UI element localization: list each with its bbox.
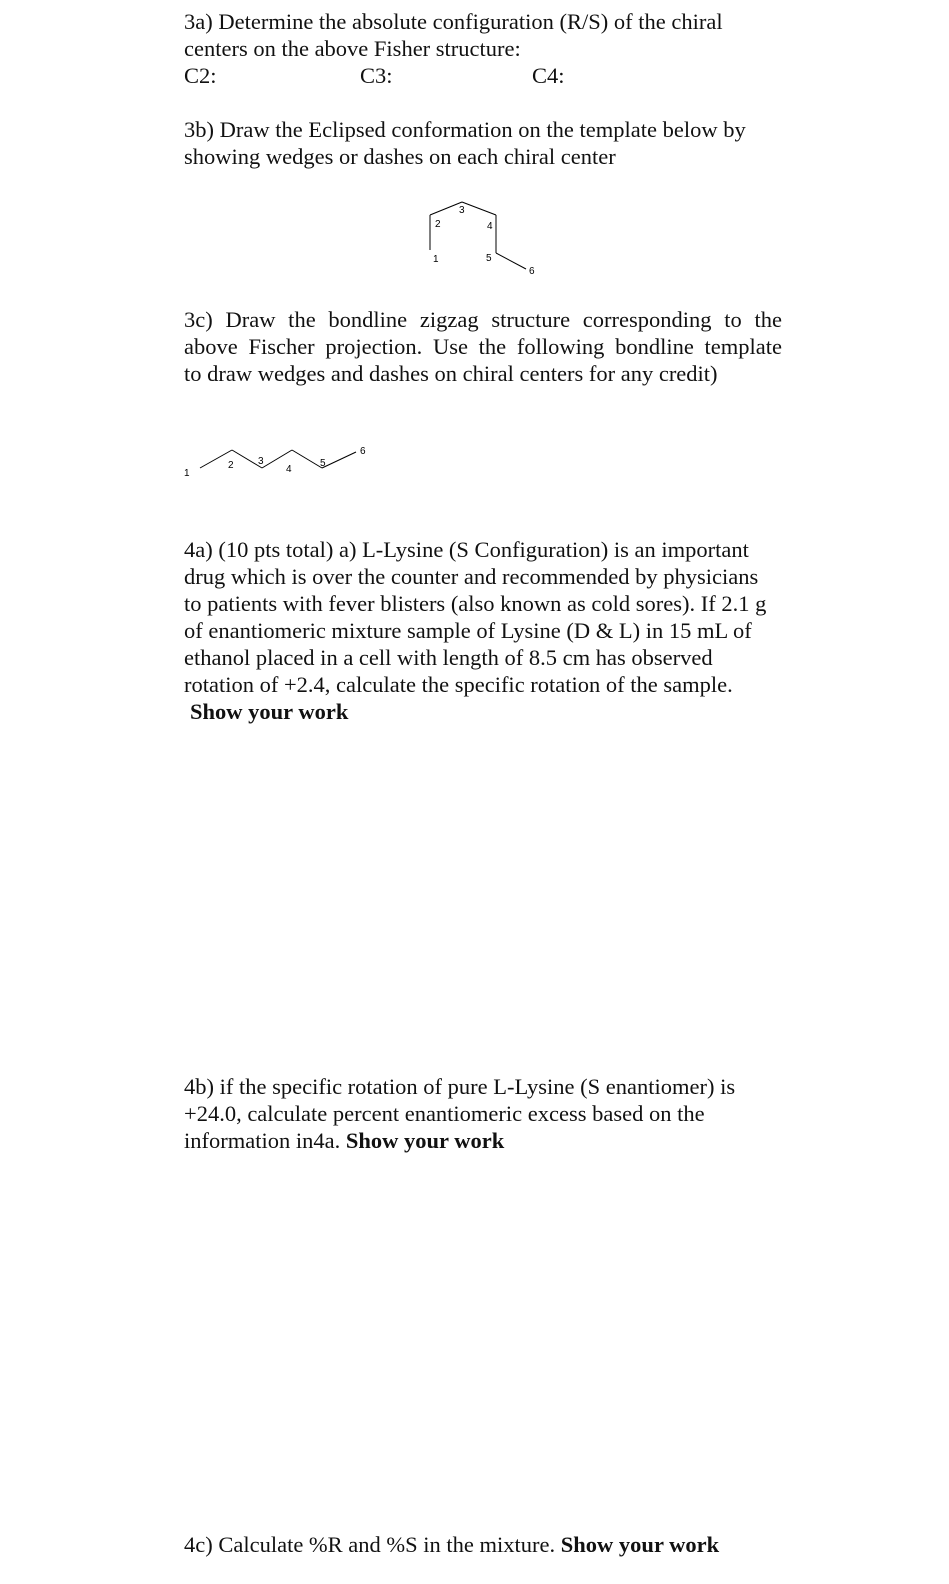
q4a-line3: to patients with fever blisters (also known as cold sores). If 2.1 g bbox=[184, 591, 767, 616]
q4c-text: 4c) Calculate %R and %S in the mixture. bbox=[184, 1532, 561, 1557]
q4b-show-work: Show your work bbox=[345, 1128, 505, 1153]
q4a-line1: 4a) (10 pts total) a) L-Lysine (S Configuration) is an important bbox=[184, 537, 749, 562]
bond-3-4 bbox=[462, 202, 496, 215]
bondline-template bbox=[0, 438, 949, 488]
eclipsed-label-2: 2 bbox=[435, 219, 441, 230]
zigzag-bond-5-6 bbox=[322, 452, 356, 468]
q4b-line2: +24.0, calculate percent enantiomeric excess based on the bbox=[184, 1101, 705, 1126]
q4c-line bbox=[184, 1531, 719, 1558]
q3b-line2: showing wedges or dashes on each chiral center bbox=[184, 144, 616, 169]
q3b-line1: 3b) Draw the Eclipsed conformation on the template below by bbox=[184, 117, 746, 142]
eclipsed-label-5: 5 bbox=[486, 253, 492, 264]
q4a-line6: rotation of +2.4, calculate the specific rotation of the sample. bbox=[184, 672, 733, 697]
q4b-line3-text: information in4a. bbox=[184, 1128, 346, 1153]
q3a-line2: centers on the above Fisher structure: bbox=[184, 36, 521, 61]
zigzag-bond-4-5 bbox=[292, 450, 322, 468]
zigzag-label-1: 1 bbox=[184, 468, 190, 479]
zigzag-label-4: 4 bbox=[286, 464, 292, 475]
eclipsed-label-4: 4 bbox=[487, 221, 493, 232]
zigzag-label-3: 3 bbox=[258, 456, 264, 467]
q4c-show-work: Show your work bbox=[560, 1532, 720, 1557]
q4b-line1: 4b) if the specific rotation of pure L-Lysine (S enantiomer) is bbox=[184, 1074, 736, 1099]
zigzag-label-6: 6 bbox=[360, 446, 366, 457]
q3c-line2: above Fischer projection. Use the following bondline template bbox=[184, 334, 782, 359]
q3a-c2-label: C2: bbox=[184, 63, 217, 88]
eclipsed-label-1: 1 bbox=[433, 254, 439, 265]
bond-5-6 bbox=[496, 253, 526, 269]
eclipsed-label-3: 3 bbox=[459, 205, 465, 216]
q3a-c4-label: C4: bbox=[532, 63, 565, 88]
q3c-line1: 3c) Draw the bondline zigzag structure corresponding to the bbox=[184, 307, 782, 332]
zigzag-label-2: 2 bbox=[228, 460, 234, 471]
q4b-line3 bbox=[184, 1127, 504, 1154]
eclipsed-label-6: 6 bbox=[529, 266, 535, 277]
q3a-c3-label: C3: bbox=[360, 63, 393, 88]
q3a-line1: 3a) Determine the absolute configuration (R/S) of the chiral bbox=[184, 9, 723, 34]
q3c-line3: to draw wedges and dashes on chiral centers for any credit) bbox=[184, 361, 718, 386]
q4a-show-work bbox=[190, 698, 348, 725]
q4a-show-work-text: Show your work bbox=[190, 699, 349, 724]
zigzag-label-5: 5 bbox=[320, 458, 326, 469]
q4a-line4: of enantiomeric mixture sample of Lysine (D & L) in 15 mL of bbox=[184, 618, 752, 643]
bond-2-3 bbox=[430, 202, 462, 215]
eclipsed-template bbox=[0, 195, 949, 285]
q4a-line5: ethanol placed in a cell with length of 8.5 cm has observed bbox=[184, 645, 713, 670]
q4a-line2: drug which is over the counter and recommended by physicians bbox=[184, 564, 759, 589]
